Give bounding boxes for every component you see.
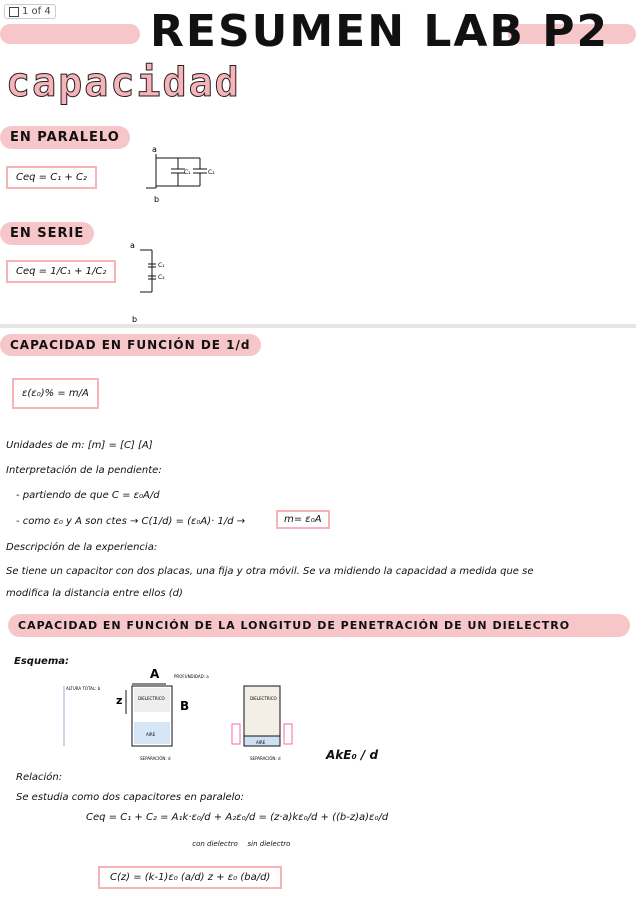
serie-c2: C₂	[158, 274, 165, 281]
serie-circuit	[122, 236, 192, 326]
side-note: AkE₀ / d	[326, 748, 379, 762]
descripcion-text-1: Se tiene un capacitor con dos placas, una fija y otra móvil. Se va midiendo la capacidad a medida que se	[6, 566, 534, 577]
aire-text-1: AIRE	[146, 732, 156, 737]
paralelo-label: EN PARALELO	[0, 126, 130, 149]
serie-node-a: a	[130, 241, 135, 250]
paralelo-c2: C₂	[208, 169, 215, 176]
serie-node-b: b	[132, 315, 138, 324]
error-formula: ε(ε₀)% = m/A	[12, 378, 99, 409]
ceq-formula: Ceq = C₁ + C₂ = A₁k·ε₀/d + A₂ε₀/d = (z·a)kε₀/d + ((b-z)a)ε₀/d	[86, 812, 389, 823]
aire-text-2: AIRE	[256, 740, 266, 745]
dielectrico-text-2: DIELECTRICO	[250, 696, 277, 701]
paralelo-node-a: a	[152, 145, 157, 154]
funcion-d-label: CAPACIDAD EN FUNCIÓN DE 1/d	[0, 334, 261, 356]
serie-c1: C₁	[158, 262, 165, 269]
interpretacion-heading: Interpretación de la pendiente:	[6, 465, 162, 476]
arrow-z: z	[116, 694, 123, 707]
page-indicator[interactable]: 1 of 4	[4, 4, 56, 19]
dielectrico-text-1: DIELECTRICO	[138, 696, 165, 701]
interpretacion-line2: - como ε₀ y A son ctes → C(1/d) = (ε₀A)· 1/d →	[16, 516, 246, 527]
paralelo-node-b: b	[154, 195, 160, 204]
se-estudia: Se estudia como dos capacitores en paralelo:	[16, 792, 244, 803]
page-divider-1	[0, 324, 636, 328]
descripcion-heading: Descripción de la experiencia:	[6, 542, 158, 553]
paralelo-circuit	[140, 140, 230, 210]
profundidad: PROFUNDIDAD: a	[174, 674, 209, 679]
arrow-a: A	[150, 667, 160, 681]
descripcion-text-2: modifica la distancia entre ellos (d)	[6, 588, 183, 599]
relacion-heading: Relación:	[16, 772, 63, 783]
sin-dielectro: sin dielectro	[247, 840, 291, 848]
separacion-2: SEPARACIÓN: d	[250, 756, 281, 761]
pendiente-box: m= ε₀A	[276, 510, 330, 529]
page-icon	[9, 7, 19, 17]
final-formula: C(z) = (k-1)ε₀ (a/d) z + ε₀ (ba/d)	[98, 866, 282, 889]
dielectrico-label: CAPACIDAD EN FUNCIÓN DE LA LONGITUD DE PENETRACIÓN DE UN DIELECTRO	[8, 614, 630, 637]
paralelo-c1: C₁	[184, 169, 191, 176]
serie-label: EN SERIE	[0, 222, 94, 245]
unidades-m: Unidades de m: [m] = [C] [A]	[6, 440, 153, 451]
section-title: capacidad	[6, 60, 241, 106]
esquema-diagram	[60, 664, 320, 774]
altura-total: ALTURA TOTAL: b	[66, 686, 101, 691]
con-dielectro: con dielectro	[192, 840, 238, 848]
page-title: RESUMEN LAB P2	[150, 6, 610, 57]
separacion-1: SEPARACIÓN: d	[140, 756, 171, 761]
esquema-heading: Esquema:	[14, 656, 70, 667]
interpretacion-line1: - partiendo de que C = ε₀A/d	[16, 490, 160, 501]
serie-formula: Ceq = 1/C₁ + 1/C₂	[6, 260, 116, 283]
paralelo-formula: Ceq = C₁ + C₂	[6, 166, 97, 189]
arrow-b: B	[180, 699, 190, 713]
title-band-left	[0, 24, 140, 44]
